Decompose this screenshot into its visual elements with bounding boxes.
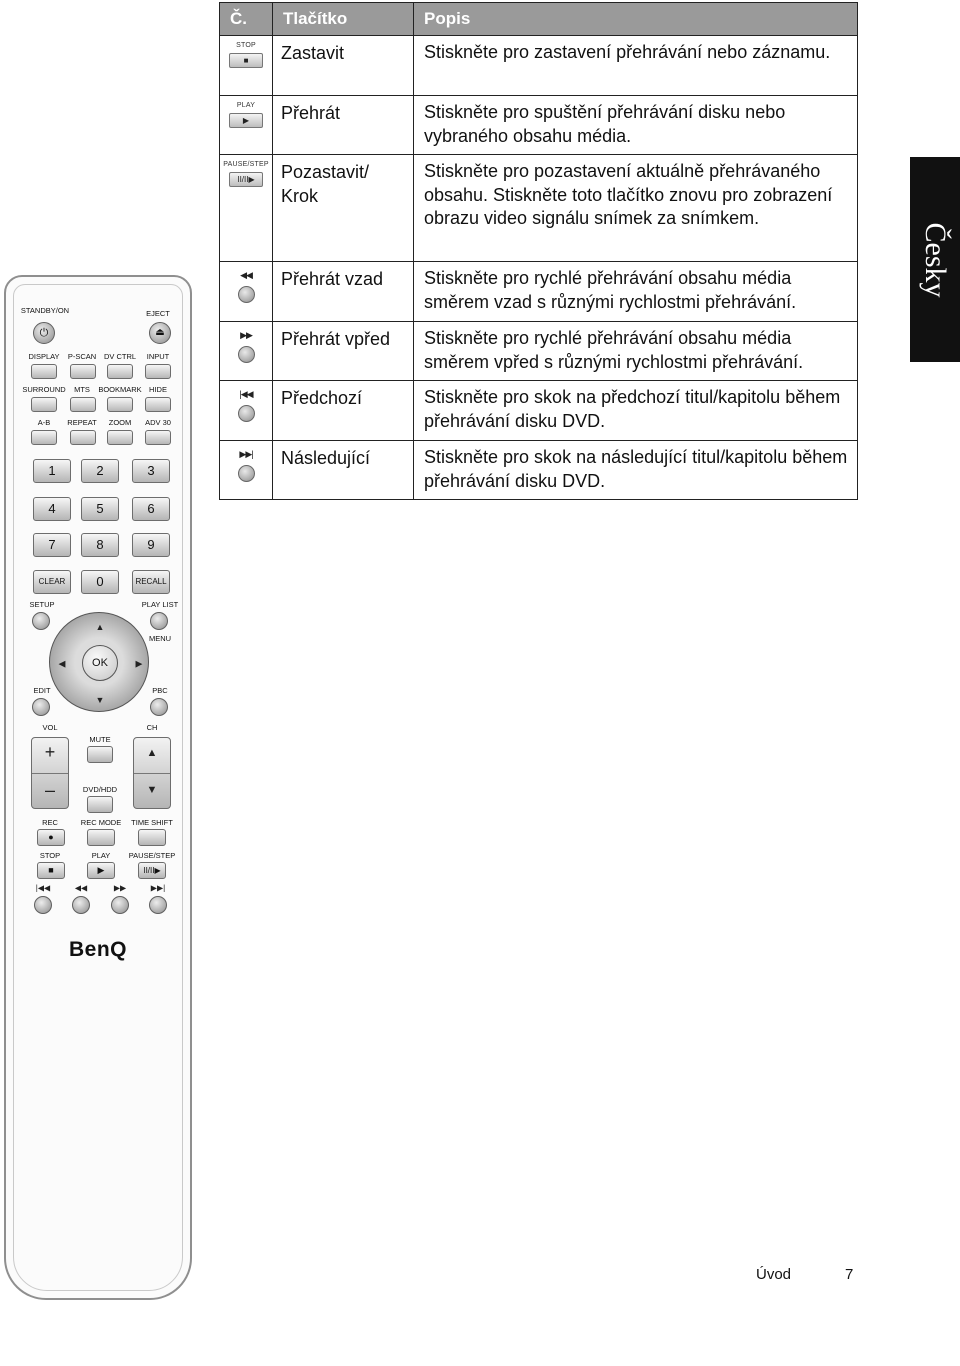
previous-icon [220,381,273,441]
repeat-button [70,430,96,445]
number-button: 6 [132,497,170,521]
ab-label: A-B [37,418,51,427]
fast-forward-icon [220,322,273,381]
bookmark-label: BOOKMARK [98,385,142,394]
rewind-icon [220,262,273,322]
hide-button [145,397,171,412]
hide-label: HIDE [149,385,167,394]
next-icon: ▶▶| [150,883,166,893]
remote-play-button [87,862,115,879]
adv30-button [145,430,171,445]
play-icon: ▶ [97,865,105,875]
pausestep-label: PAUSE/STEP [128,851,176,860]
eject-label: EJECT [146,309,170,318]
table-row [220,96,858,155]
button-description: Stiskněte pro skok na předchozí titul/kapitolu během přehrávání disku DVD. [414,381,858,441]
surround-label: SURROUND [22,385,66,394]
timeshift-button [138,829,166,846]
stop-label: STOP [39,851,61,860]
arrow-down-icon: ▼ [95,695,105,705]
mute-button [87,746,113,763]
button-description: Stiskněte pro rychlé přehrávání obsahu média směrem vpřed s různými rychlostmi přehrávání. [414,322,858,381]
table-row [220,155,858,262]
mute-label: MUTE [89,735,111,744]
round-button-icon [238,286,255,303]
pause-step-icon [220,155,273,262]
previous-button [34,896,52,914]
round-button-icon [238,465,255,482]
adv30-label: ADV 30 [145,418,171,427]
icon-label: PAUSE/STEP [223,161,269,168]
language-tab-label: Česky [919,222,952,297]
dvdhdd-button [87,796,113,813]
number-button: 1 [33,459,71,483]
number-button: 2 [81,459,119,483]
header-button: Tlačítko [273,3,414,36]
recmode-label: REC MODE [80,818,122,827]
fast-forward-button [111,896,129,914]
icon-label: PLAY [236,102,256,109]
next-button [149,896,167,914]
icon-symbol: |◀◀ [239,389,253,399]
previous-icon: |◀◀ [35,883,51,893]
channel-down-icon: ▼ [146,784,158,796]
language-tab [910,157,960,362]
pscan-label: P-SCAN [67,352,97,361]
setup-button [32,612,50,630]
clear-button: CLEAR [33,570,71,594]
input-label: INPUT [146,352,170,361]
play-icon [220,96,273,155]
minus-icon: – [44,780,55,800]
arrow-right-icon: ▶ [135,658,143,669]
standby-label: STANDBY/ON [20,306,70,315]
recall-button: RECALL [132,570,170,594]
recmode-button [87,829,115,846]
button-description: Stiskněte pro skok na následující titul/kapitolu během přehrávání disku DVD. [414,441,858,500]
brand-logo: BenQ [68,938,128,961]
eject-icon: ⏏ [149,322,171,344]
edit-button [32,698,50,716]
bookmark-button [107,397,133,412]
button-description: Stiskněte pro pozastavení aktuálně přehrávaného obsahu. Stiskněte toto tlačítko znovu pro zobrazení obrazu video signálu snímek za snímkem. [414,155,858,262]
button-description: Stiskněte pro zastavení přehrávání nebo záznamu. [414,36,858,96]
table-row [220,36,858,96]
remote-stop-button [37,862,65,879]
table-row [220,441,858,500]
record-icon: ● [48,832,54,842]
number-button: 8 [81,533,119,557]
arrow-up-icon: ▲ [95,622,105,632]
rec-button [37,829,65,846]
button-description: Stiskněte pro rychlé přehrávání obsahu média směrem vzad s různými rychlostmi přehrávání. [414,262,858,322]
header-number: Č. [220,3,273,36]
number-button: 4 [33,497,71,521]
setup-label: SETUP [29,600,55,609]
table-row [220,381,858,441]
round-button-icon [238,405,255,422]
round-button-icon [238,346,255,363]
edit-label: EDIT [33,686,51,695]
channel-rocker [133,737,171,809]
pbc-button [150,698,168,716]
ok-button: OK [82,645,118,681]
surround-button [31,397,57,412]
number-button: 7 [33,533,71,557]
ab-button [31,430,57,445]
playlist-button [150,612,168,630]
page-number: 7 [845,1266,854,1283]
button-description: Stiskněte pro spuštění přehrávání disku nebo vybraného obsahu média. [414,96,858,155]
display-label: DISPLAY [28,352,60,361]
icon-symbol: ■ [229,53,263,68]
plus-icon: + [44,742,56,762]
dvctrl-button [107,364,133,379]
icon-symbol: ▶ [229,113,263,128]
play-label: PLAY [91,851,111,860]
remote-pause-button [138,862,166,879]
input-button [145,364,171,379]
stop-icon: ■ [48,865,54,875]
icon-label: STOP [236,42,256,49]
table-header-row [220,3,858,36]
ch-label: CH [146,723,158,732]
vol-label: VOL [42,723,58,732]
table-row [220,322,858,381]
pscan-button [70,364,96,379]
menu-label: MENU [148,634,172,643]
icon-symbol: ▶▶ [240,330,252,340]
zoom-label: ZOOM [108,418,132,427]
number-button: 5 [81,497,119,521]
button-name: Následující [273,441,414,500]
header-description: Popis [414,3,858,36]
power-icon: ⏻ [33,322,55,344]
channel-up-icon: ▲ [146,747,158,759]
button-name: Přehrát vpřed [273,322,414,381]
table-row [220,262,858,322]
mts-button [70,397,96,412]
dvdhdd-label: DVD/HDD [82,785,118,794]
zero-button: 0 [81,570,119,594]
pause-step-icon: II/II▶ [143,866,161,875]
display-button [31,364,57,379]
number-button: 3 [132,459,170,483]
button-name: Přehrát vzad [273,262,414,322]
next-icon [220,441,273,500]
button-name: Přehrát [273,96,414,155]
playlist-label: PLAY LIST [141,600,179,609]
footer-section-title: Úvod [756,1266,792,1283]
zoom-button [107,430,133,445]
icon-symbol: ◀◀ [240,270,252,280]
arrow-left-icon: ◀ [58,658,66,669]
fast-forward-icon: ▶▶ [113,883,127,893]
button-name: Pozastavit/ Krok [273,155,414,262]
timeshift-label: TIME SHIFT [131,818,173,827]
number-button: 9 [132,533,170,557]
icon-symbol: II/II▶ [229,172,263,187]
rewind-icon: ◀◀ [74,883,88,893]
dvctrl-label: DV CTRL [103,352,137,361]
rewind-button [72,896,90,914]
icon-symbol: ▶▶| [239,449,253,459]
button-name: Zastavit [273,36,414,96]
mts-label: MTS [74,385,90,394]
button-name: Předchozí [273,381,414,441]
stop-icon [220,36,273,96]
pbc-label: PBC [152,686,168,695]
button-description-table [219,2,858,500]
rec-label: REC [42,818,58,827]
volume-rocker [31,737,69,809]
repeat-label: REPEAT [67,418,97,427]
